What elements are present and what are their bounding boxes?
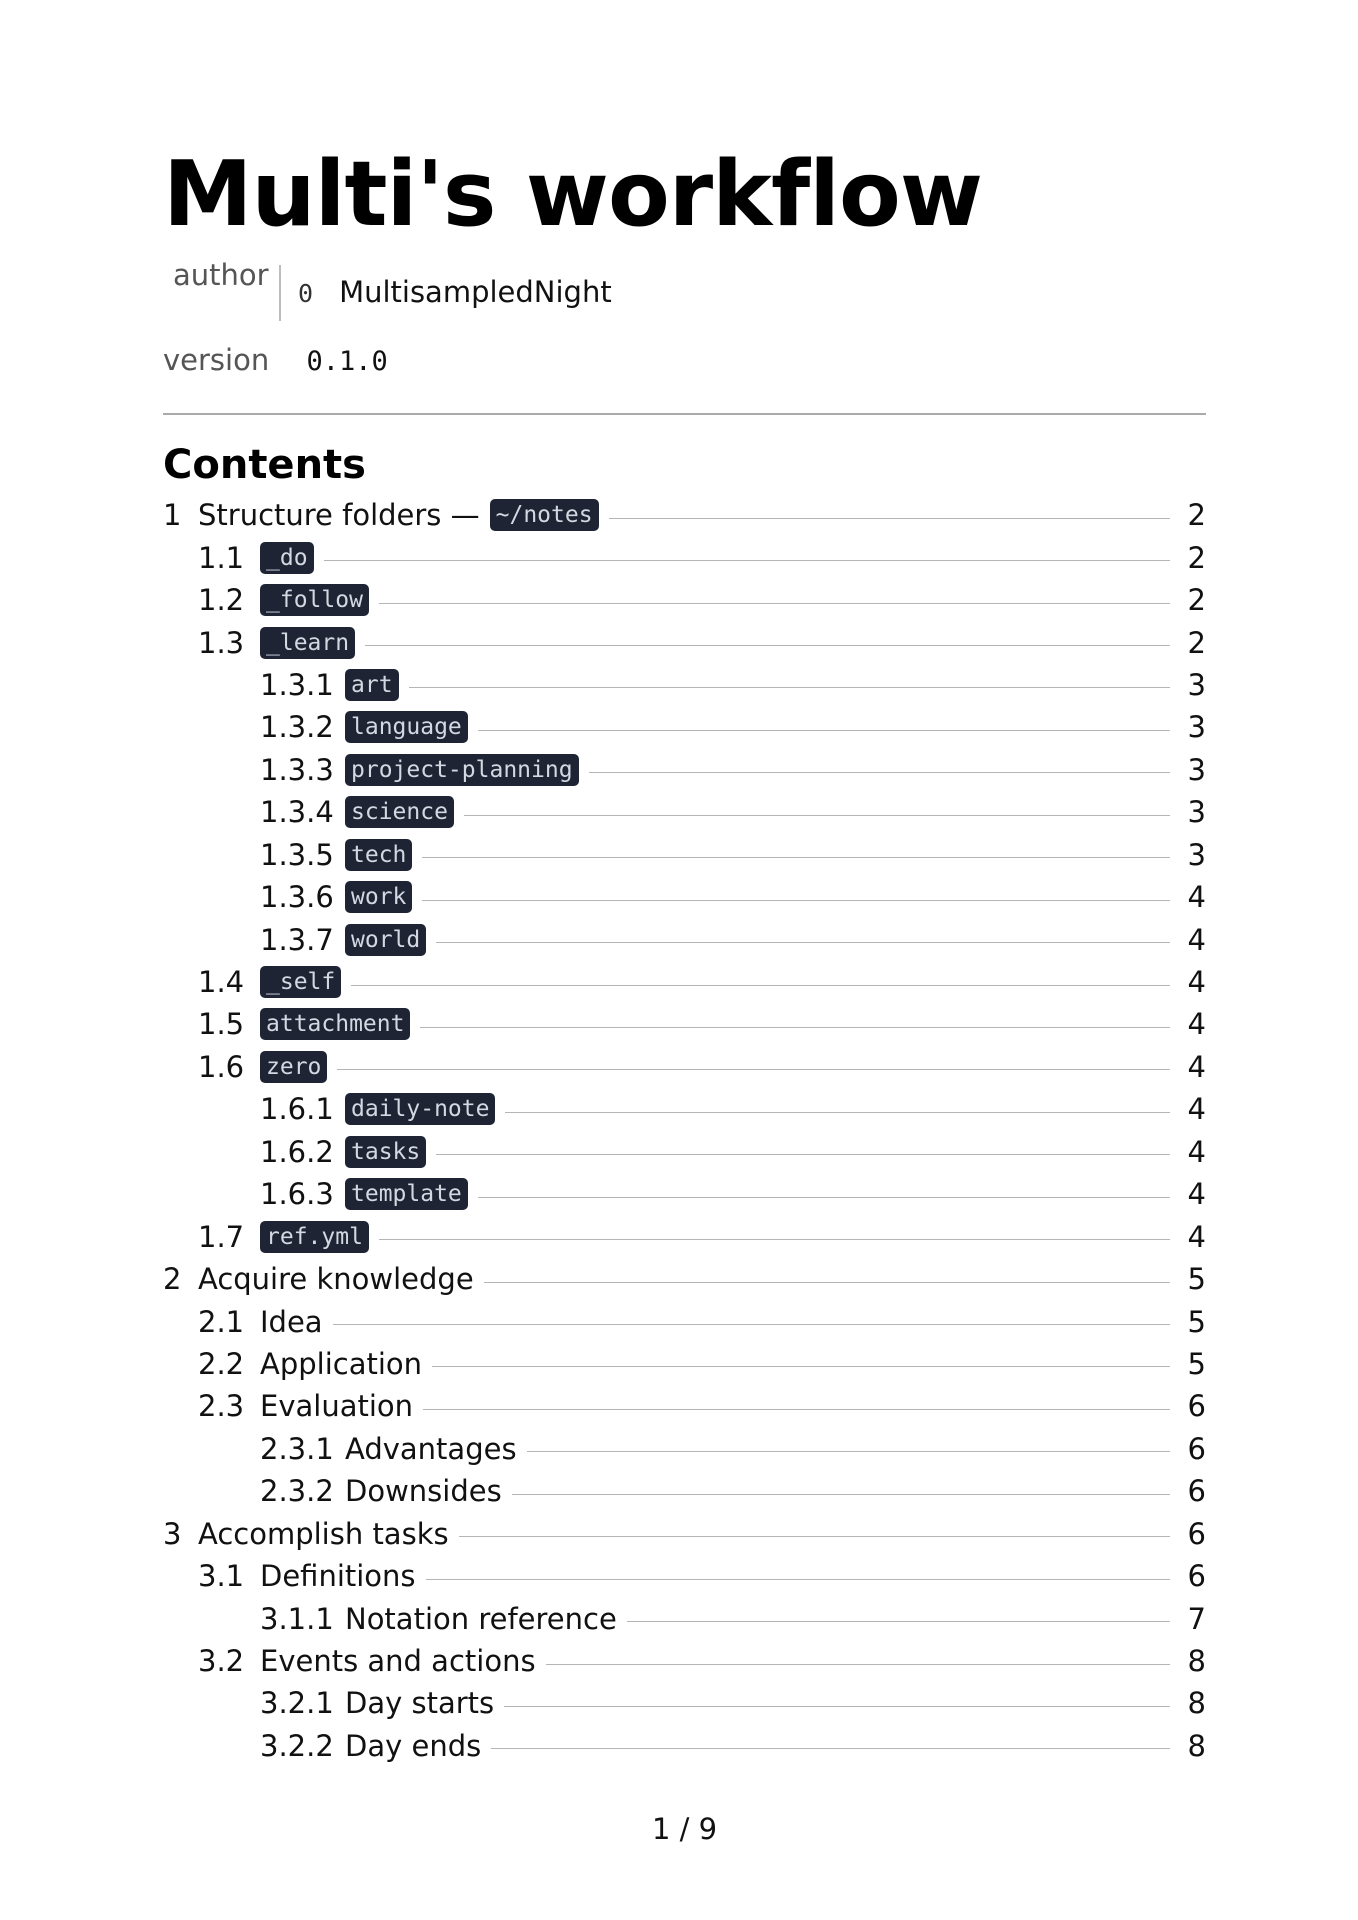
toc-entry-title: Downsides (345, 1474, 502, 1509)
toc-entry-number: 1.3 (198, 625, 245, 660)
toc-entry-title: Idea (260, 1304, 323, 1339)
toc-entry-number: 1.6 (198, 1049, 245, 1084)
toc-entry-number: 1.2 (198, 583, 245, 618)
toc-leader-line (426, 1579, 1170, 1580)
toc-entry-code: science (345, 796, 454, 828)
table-of-contents (163, 494, 1206, 1767)
toc-entry-title: Application (260, 1346, 423, 1381)
toc-leader-line (432, 1366, 1170, 1367)
toc-entry[interactable] (163, 1131, 1206, 1173)
toc-entry[interactable] (163, 1173, 1206, 1215)
toc-entry-page: 2 (1187, 625, 1206, 660)
toc-entry-code: project-planning (345, 754, 579, 786)
toc-entry-page: 4 (1187, 1134, 1206, 1169)
toc-entry[interactable] (163, 1597, 1206, 1639)
toc-entry-number: 1.6.3 (260, 1177, 334, 1212)
version-label: version (163, 343, 270, 377)
author-label (163, 258, 269, 292)
toc-leader-line (324, 560, 1170, 561)
toc-entry-title: Events and actions (260, 1644, 536, 1679)
toc-entry-number: 1.3.4 (260, 795, 334, 830)
toc-entry-number: 1.3.1 (260, 667, 334, 702)
toc-entry-page: 2 (1187, 540, 1206, 575)
contents-heading: Contents (163, 442, 366, 488)
toc-entry-code: zero (260, 1051, 327, 1083)
toc-leader-line (422, 900, 1170, 901)
toc-entry-page: 8 (1187, 1686, 1206, 1721)
toc-entry[interactable] (163, 536, 1206, 578)
toc-leader-line (351, 985, 1170, 986)
toc-entry[interactable] (163, 621, 1206, 663)
toc-entry-page: 4 (1187, 1177, 1206, 1212)
toc-entry-page: 3 (1187, 667, 1206, 702)
toc-entry-page: 3 (1187, 837, 1206, 872)
toc-leader-line (491, 1748, 1170, 1749)
toc-entry-number: 3 (163, 1516, 182, 1551)
toc-entry-page: 3 (1187, 710, 1206, 745)
toc-entry[interactable] (163, 918, 1206, 960)
toc-entry-page: 6 (1187, 1474, 1206, 1509)
toc-entry-number: 2.3.2 (260, 1474, 334, 1509)
toc-entry-number: 1.3.6 (260, 880, 334, 915)
toc-entry-code: _self (260, 966, 341, 998)
toc-entry-number: 3.1.1 (260, 1601, 334, 1636)
toc-entry-number: 1.3.2 (260, 710, 334, 745)
toc-leader-line (464, 815, 1170, 816)
author-entry (298, 275, 612, 309)
toc-entry-number: 3.1 (198, 1559, 245, 1594)
header-divider (163, 413, 1206, 415)
toc-entry-code: language (345, 711, 468, 743)
toc-entry-page: 5 (1187, 1346, 1206, 1381)
toc-entry-page: 2 (1187, 583, 1206, 618)
toc-entry-page: 6 (1187, 1389, 1206, 1424)
toc-entry-code: ~/notes (490, 499, 599, 531)
toc-leader-line (504, 1706, 1170, 1707)
toc-leader-line (420, 1027, 1170, 1028)
toc-entry-page: 4 (1187, 1007, 1206, 1042)
toc-leader-line (436, 1154, 1170, 1155)
toc-entry[interactable] (163, 706, 1206, 748)
toc-entry-code: attachment (260, 1008, 410, 1040)
toc-leader-line (379, 603, 1170, 604)
toc-entry-number: 1.3.5 (260, 837, 334, 872)
toc-entry-code: ref.yml (260, 1221, 369, 1253)
toc-entry-code: _learn (260, 627, 355, 659)
toc-entry-page: 5 (1187, 1304, 1206, 1339)
author-divider (279, 265, 281, 321)
toc-entry[interactable] (163, 1470, 1206, 1512)
toc-entry-number: 3.2.1 (260, 1686, 334, 1721)
toc-entry[interactable] (163, 1258, 1206, 1300)
toc-entry-page: 7 (1187, 1601, 1206, 1636)
toc-leader-line (627, 1621, 1170, 1622)
toc-entry[interactable] (163, 1555, 1206, 1597)
toc-entry[interactable] (163, 1513, 1206, 1555)
toc-entry-number: 3.2.2 (260, 1728, 334, 1763)
toc-entry[interactable] (163, 579, 1206, 621)
toc-leader-line (484, 1282, 1170, 1283)
toc-leader-line (422, 857, 1170, 858)
toc-entry-page: 4 (1187, 1092, 1206, 1127)
toc-entry[interactable] (163, 1343, 1206, 1385)
toc-entry-page: 3 (1187, 795, 1206, 830)
toc-entry-number: 2.3.1 (260, 1431, 334, 1466)
toc-entry[interactable] (163, 961, 1206, 1003)
toc-leader-line (546, 1664, 1170, 1665)
toc-entry-page: 4 (1187, 1049, 1206, 1084)
toc-entry-title: Definitions (260, 1559, 416, 1594)
toc-entry[interactable] (163, 749, 1206, 791)
toc-entry-page: 6 (1187, 1559, 1206, 1594)
toc-leader-line (379, 1239, 1170, 1240)
toc-leader-line (609, 518, 1170, 519)
version-value: 0.1.0 (306, 346, 388, 377)
toc-entry-number: 2.3 (198, 1389, 245, 1424)
toc-entry-number: 2.2 (198, 1346, 245, 1381)
toc-entry-page: 4 (1187, 922, 1206, 957)
toc-entry-page: 8 (1187, 1728, 1206, 1763)
toc-entry[interactable] (163, 1046, 1206, 1088)
toc-leader-line (478, 1197, 1170, 1198)
toc-entry-title: Day ends (345, 1728, 482, 1763)
toc-entry[interactable] (163, 876, 1206, 918)
toc-entry[interactable] (163, 494, 1206, 536)
toc-leader-line (512, 1494, 1170, 1495)
toc-entry-number: 1.6.1 (260, 1092, 334, 1127)
toc-entry-page: 4 (1187, 880, 1206, 915)
toc-entry-title: Evaluation (260, 1389, 414, 1424)
toc-leader-line (333, 1324, 1170, 1325)
toc-entry-code: world (345, 924, 426, 956)
toc-entry[interactable] (163, 834, 1206, 876)
toc-entry[interactable] (163, 1385, 1206, 1427)
toc-entry-code: tech (345, 839, 412, 871)
toc-entry-title: Day starts (345, 1686, 495, 1721)
toc-leader-line (478, 730, 1170, 731)
toc-entry-title: Advantages (345, 1431, 517, 1466)
toc-entry[interactable] (163, 1215, 1206, 1257)
toc-entry-page: 2 (1187, 498, 1206, 533)
toc-entry-code: template (345, 1178, 468, 1210)
toc-entry-code: art (345, 669, 399, 701)
toc-entry-number: 2.1 (198, 1304, 245, 1339)
toc-entry[interactable] (163, 1640, 1206, 1682)
document-title: Multi's workflow (163, 142, 983, 247)
toc-leader-line (436, 942, 1170, 943)
toc-entry[interactable] (163, 1428, 1206, 1470)
toc-entry-number: 1.7 (198, 1219, 245, 1254)
toc-entry[interactable] (163, 1682, 1206, 1724)
toc-leader-line (337, 1069, 1170, 1070)
toc-leader-line (365, 645, 1170, 646)
toc-entry-page: 8 (1187, 1644, 1206, 1679)
document-page (163, 0, 1206, 1920)
toc-entry-number: 1.6.2 (260, 1134, 334, 1169)
toc-entry-number: 1.4 (198, 965, 245, 1000)
toc-leader-line (589, 772, 1170, 773)
toc-entry-title: Acquire knowledge (198, 1262, 474, 1297)
toc-entry-title: Accomplish tasks (198, 1516, 449, 1551)
toc-entry-code: _follow (260, 584, 369, 616)
toc-entry-code: daily-note (345, 1093, 495, 1125)
toc-leader-line (527, 1451, 1170, 1452)
toc-entry-page: 6 (1187, 1516, 1206, 1551)
toc-entry-code: tasks (345, 1136, 426, 1168)
toc-entry-number: 2 (163, 1262, 182, 1297)
author-id: 0 (298, 279, 314, 308)
toc-entry[interactable] (163, 791, 1206, 833)
toc-entry-title: Structure folders — (198, 498, 480, 533)
author-label-text: author (173, 258, 269, 292)
toc-leader-line (459, 1536, 1170, 1537)
toc-entry-number: 1.3.3 (260, 752, 334, 787)
toc-entry[interactable] (163, 1300, 1206, 1342)
toc-entry-page: 5 (1187, 1262, 1206, 1297)
author-name: MultisampledNight (339, 275, 612, 309)
toc-leader-line (505, 1112, 1170, 1113)
toc-entry-number: 1.1 (198, 540, 245, 575)
toc-leader-line (409, 687, 1170, 688)
toc-entry-number: 1.3.7 (260, 922, 334, 957)
toc-entry-title: Notation reference (345, 1601, 617, 1636)
toc-entry-number: 1.5 (198, 1007, 245, 1042)
toc-entry-page: 3 (1187, 752, 1206, 787)
toc-entry-number: 3.2 (198, 1644, 245, 1679)
toc-entry[interactable] (163, 1003, 1206, 1045)
toc-entry-page: 6 (1187, 1431, 1206, 1466)
toc-entry-page: 4 (1187, 965, 1206, 1000)
toc-entry-page: 4 (1187, 1219, 1206, 1254)
toc-entry-number: 1 (163, 498, 182, 533)
toc-entry-code: work (345, 881, 412, 913)
toc-entry[interactable] (163, 664, 1206, 706)
toc-entry-code: _do (260, 542, 314, 574)
version-row (163, 343, 388, 377)
page-indicator: 1 / 9 (651, 1812, 718, 1846)
toc-entry[interactable] (163, 1088, 1206, 1130)
toc-leader-line (423, 1409, 1170, 1410)
toc-entry[interactable] (163, 1725, 1206, 1767)
